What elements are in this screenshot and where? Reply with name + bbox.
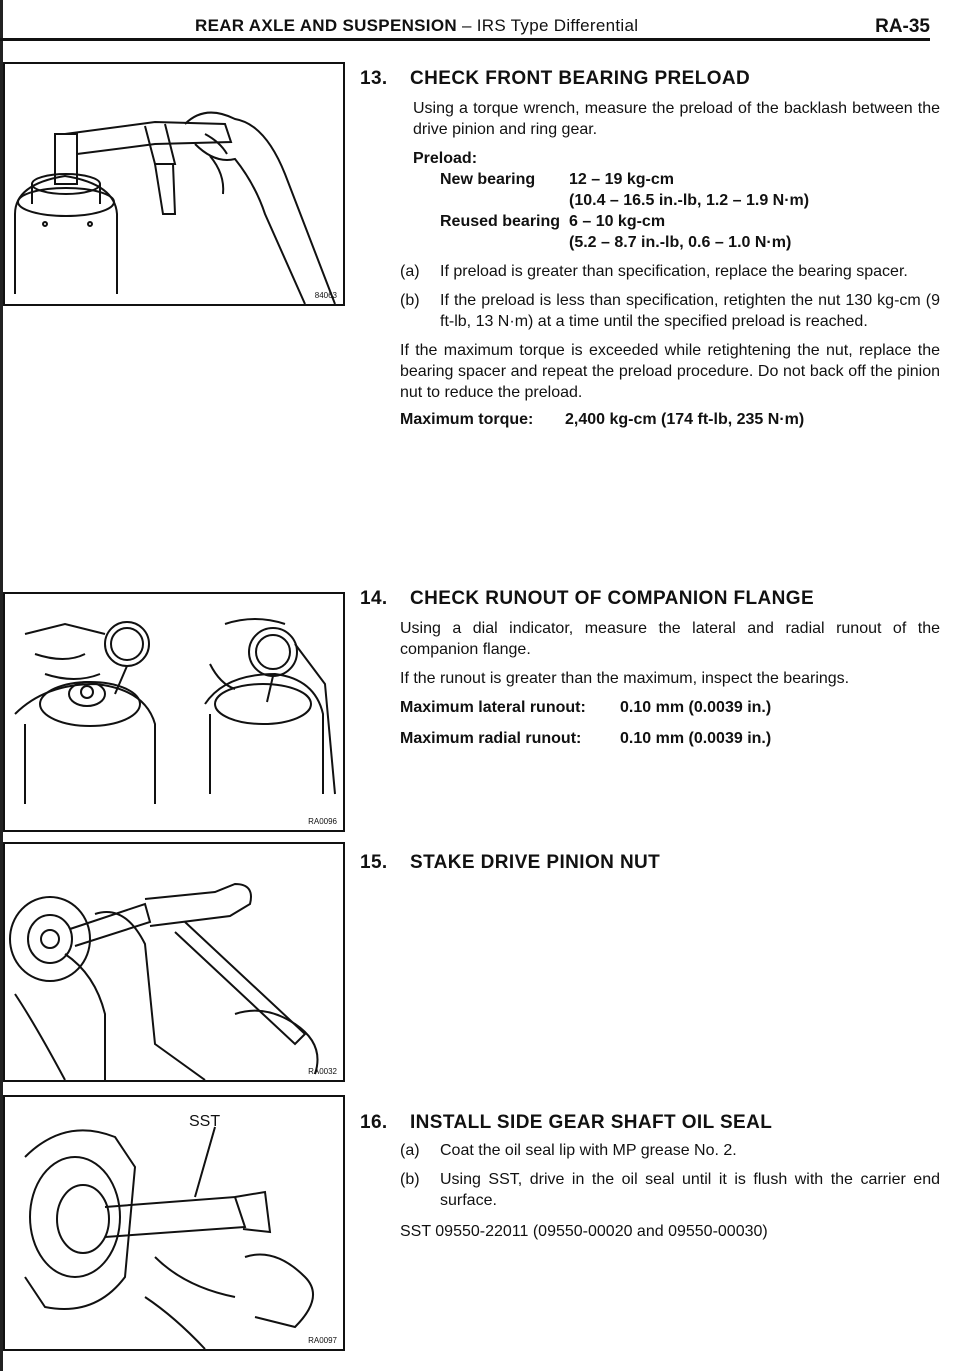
spec-label: Maximum torque: — [400, 411, 534, 428]
sub-text: Using SST, drive in the oil seal until it is flush with the carrier end surface. — [440, 1171, 940, 1209]
spec-value: 2,400 kg-cm (174 ft-lb, 235 N·m) — [565, 411, 805, 428]
step-13-intro: Using a torque wrench, measure the preload of the backlash between the drive pinion and ring gear. — [413, 100, 940, 138]
lateral-runout-spec — [400, 699, 940, 720]
sub-letter: (a) — [400, 1142, 420, 1159]
step-16-sub-b — [400, 1169, 940, 1211]
step-14-note: If the runout is greater than the maximum, inspect the bearings. — [400, 670, 850, 687]
oil-seal-illustration — [5, 1097, 343, 1349]
dial-indicator-illustration — [5, 594, 343, 830]
preload-spec — [413, 148, 940, 253]
spec-value: 0.10 mm (0.0039 in.) — [620, 730, 772, 747]
step-15 — [360, 852, 940, 874]
spec-value: 6 – 10 kg-cm — [569, 213, 666, 230]
spec-label: New bearing — [440, 171, 536, 188]
step-13-sub-a — [400, 261, 940, 282]
spec-label: Maximum lateral runout: — [400, 699, 586, 716]
header-title-bold: REAR AXLE AND SUSPENSION — [195, 16, 457, 35]
step-13 — [360, 68, 940, 432]
step-16-heading — [360, 1112, 940, 1134]
sub-text: If the preload is less than specification, retighten the nut 130 kg-cm (9 ft-lb, 13 N·m) at a time until the specified preload is reached. — [440, 292, 940, 330]
spec-new-bearing — [413, 169, 940, 190]
step-number: 14. — [360, 588, 388, 609]
step-13-heading — [360, 68, 940, 90]
sub-letter: (a) — [400, 263, 420, 280]
figure-code: RA0096 — [308, 817, 337, 826]
step-14-heading — [360, 588, 940, 610]
figure-oil-seal-sst — [3, 1095, 345, 1351]
spec-label: Reused bearing — [440, 213, 561, 230]
spec-value: (5.2 – 8.7 in.-lb, 0.6 – 1.0 N·m) — [569, 234, 792, 251]
spec-new-bearing-converted — [413, 190, 940, 211]
preload-label: Preload: — [413, 150, 478, 167]
step-13-sub-b — [400, 290, 940, 332]
step-number: 16. — [360, 1112, 388, 1133]
max-torque-spec — [400, 411, 940, 432]
sst-part-numbers: SST 09550-22011 (09550-00020 and 09550-00030) — [400, 1223, 768, 1240]
figure-stake-nut — [3, 842, 345, 1082]
step-title: CHECK RUNOUT OF COMPANION FLANGE — [410, 588, 815, 609]
sub-text: If preload is greater than specification, replace the bearing spacer. — [440, 263, 908, 280]
radial-runout-spec — [400, 730, 940, 751]
page-number: RA-35 — [875, 16, 930, 37]
step-title: CHECK FRONT BEARING PRELOAD — [410, 68, 751, 89]
step-title: INSTALL SIDE GEAR SHAFT OIL SEAL — [410, 1112, 773, 1133]
step-15-heading — [360, 852, 940, 874]
spec-reused-bearing-converted — [413, 232, 940, 253]
figure-torque-wrench — [3, 62, 345, 306]
spec-reused-bearing — [413, 211, 940, 232]
header-title — [195, 16, 638, 36]
sub-text: Coat the oil seal lip with MP grease No. 2. — [440, 1142, 737, 1159]
sst-callout: SST — [189, 1113, 221, 1130]
step-title: STAKE DRIVE PINION NUT — [410, 852, 661, 873]
spec-label: Maximum radial runout: — [400, 730, 582, 747]
spec-value: (10.4 – 16.5 in.-lb, 1.2 – 1.9 N·m) — [569, 192, 810, 209]
spec-value: 0.10 mm (0.0039 in.) — [620, 699, 772, 716]
step-13-note: If the maximum torque is exceeded while retightening the nut, replace the bearing spacer and repeat the preload procedure. Do not back off the pinion nut to reduce the preload. — [400, 342, 940, 401]
header-title-rest: – IRS Type Differential — [456, 16, 639, 35]
header-rule — [0, 38, 930, 41]
stake-nut-illustration — [5, 844, 343, 1080]
torque-wrench-illustration — [5, 64, 343, 304]
figure-dial-indicator — [3, 592, 345, 832]
sub-letter: (b) — [400, 292, 420, 309]
figure-code: RA0097 — [308, 1336, 337, 1345]
step-16-sub-a — [400, 1140, 940, 1161]
spec-value: 12 – 19 kg-cm — [569, 171, 674, 188]
step-14 — [360, 588, 940, 751]
step-number: 13. — [360, 68, 388, 89]
step-14-intro: Using a dial indicator, measure the lateral and radial runout of the companion flange. — [400, 620, 940, 658]
figure-code: RA0032 — [308, 1067, 337, 1076]
sub-letter: (b) — [400, 1171, 420, 1188]
step-16 — [360, 1112, 940, 1242]
step-number: 15. — [360, 852, 388, 873]
figure-code: 84063 — [314, 291, 337, 300]
